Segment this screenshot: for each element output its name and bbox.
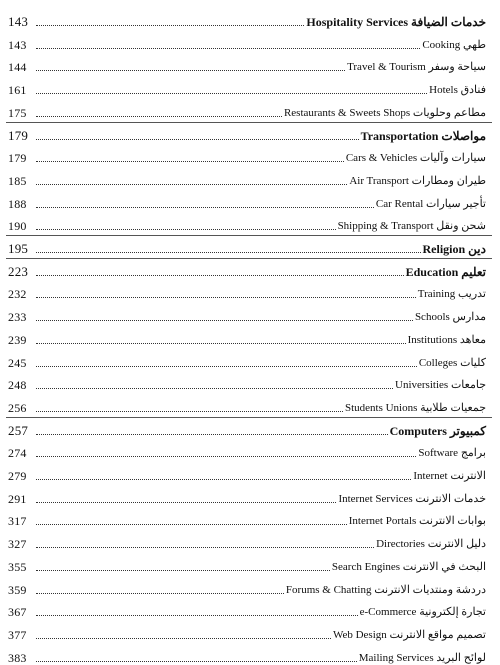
entry-title: سياحة وسفر Travel & Tourism — [347, 61, 486, 74]
entry-title: تجارة إلكترونية e-Commerce — [359, 606, 486, 619]
entry-title: تأجير سيارات Car Rental — [375, 197, 486, 210]
page-number: 359 — [8, 582, 27, 597]
page-number: 248 — [8, 378, 27, 393]
entry-title: دليل الانترنت Directories — [376, 538, 486, 551]
dot-leader — [36, 116, 282, 117]
page-number: 188 — [8, 196, 27, 211]
page-number: 274 — [8, 446, 27, 461]
page-number: 195 — [8, 241, 29, 256]
page-number: 143 — [8, 37, 27, 52]
entry-title: تصميم مواقع الانترنت Web Design — [332, 628, 486, 641]
toc-entry-row — [8, 78, 486, 97]
entry-title: معاهد Institutions — [407, 333, 486, 346]
toc-section-row — [8, 237, 486, 256]
page-number: 377 — [8, 627, 27, 642]
toc-entry-row — [8, 169, 486, 188]
page-number: 239 — [8, 332, 27, 347]
entry-title: فنادق Hotels — [429, 84, 486, 97]
page-number: 179 — [8, 151, 27, 166]
page-number: 327 — [8, 537, 27, 552]
page-number: 185 — [8, 173, 27, 188]
toc-section-row — [8, 124, 486, 143]
section-divider — [6, 417, 492, 418]
page-number: 175 — [8, 105, 27, 120]
page-number: 144 — [8, 60, 27, 75]
section-title: مواصلات Transportation — [360, 128, 486, 143]
page-number: 256 — [8, 400, 27, 415]
section-title: دين Religion — [422, 242, 486, 256]
page-number: 190 — [8, 219, 27, 234]
toc-entry-row — [8, 578, 486, 597]
toc-entry-row — [8, 623, 486, 642]
dot-leader — [36, 93, 427, 94]
dot-leader — [36, 411, 343, 412]
entry-title: جامعات Universities — [395, 379, 486, 392]
entry-title: خدمات الانترنت Internet Services — [338, 492, 486, 505]
dot-leader — [36, 207, 374, 208]
dot-leader — [36, 570, 330, 571]
dot-leader — [36, 275, 404, 276]
dot-leader — [36, 456, 416, 457]
toc-entry-row — [8, 328, 486, 347]
entry-title: دردشة ومنتديات الانترنت Forums & Chatting — [285, 583, 486, 596]
dot-leader — [36, 366, 417, 367]
dot-leader — [36, 70, 345, 71]
page-number: 291 — [8, 491, 27, 506]
dot-leader — [36, 229, 336, 230]
page-number: 232 — [8, 287, 27, 302]
section-divider — [6, 235, 492, 236]
page-number: 233 — [8, 310, 27, 325]
entry-title: مدارس Schools — [414, 311, 486, 324]
dot-leader — [36, 615, 358, 616]
toc-entry-row — [8, 33, 486, 52]
toc-entry-row — [8, 373, 486, 392]
toc-entry-row — [8, 600, 486, 619]
page-number: 367 — [8, 605, 27, 620]
toc-entry-row — [8, 464, 486, 483]
dot-leader — [36, 161, 344, 162]
toc-entry-row — [8, 282, 486, 301]
toc-section-row — [8, 10, 486, 29]
dot-leader — [36, 252, 421, 253]
entry-title: برامج Software — [418, 447, 486, 460]
toc-entry-row — [8, 55, 486, 74]
page-number: 279 — [8, 469, 27, 483]
dot-leader — [36, 638, 331, 639]
dot-leader — [36, 320, 413, 321]
section-divider — [6, 122, 492, 123]
toc-entry-row — [8, 214, 486, 233]
page-number: 245 — [8, 355, 27, 370]
entry-title: مطاعم وحلويات Restaurants & Sweets Shops — [283, 106, 486, 119]
dot-leader — [36, 139, 359, 140]
toc-entry-row — [8, 192, 486, 211]
dot-leader — [36, 524, 347, 525]
page-number: 383 — [8, 650, 27, 665]
toc-section-row — [8, 260, 486, 279]
entry-title: جمعيات طلابية Students Unions — [344, 401, 486, 414]
section-title: كمبيوتر Computers — [389, 423, 486, 438]
toc-entry-row — [8, 396, 486, 415]
toc-entry-row — [8, 646, 486, 665]
toc-entry-row — [8, 509, 486, 528]
entry-title: الانترنت Internet — [413, 470, 486, 482]
dot-leader — [36, 661, 357, 662]
page-number: 257 — [8, 422, 29, 438]
entry-title: كليات Colleges — [418, 356, 486, 369]
entry-title: تدريب Training — [417, 288, 486, 301]
toc-entry-row — [8, 351, 486, 370]
dot-leader — [36, 184, 347, 185]
section-title: خدمات الضيافة Hospitality Services — [306, 15, 486, 29]
toc-entry-row — [8, 146, 486, 165]
entry-title: سيارات وآليات Cars & Vehicles — [345, 152, 486, 165]
page-number: 143 — [8, 14, 29, 29]
page-number: 317 — [8, 514, 27, 529]
entry-title: البحث في الانترنت Search Engines — [331, 560, 486, 573]
dot-leader — [36, 502, 336, 503]
toc-entry-row — [8, 555, 486, 574]
dot-leader — [36, 593, 284, 594]
page-number: 223 — [8, 263, 29, 279]
entry-title: شحن ونقل Shipping & Transport — [337, 220, 486, 233]
dot-leader — [36, 25, 304, 26]
dot-leader — [36, 343, 406, 344]
section-title: تعليم Education — [405, 264, 486, 279]
toc-entry-row — [8, 487, 486, 506]
dot-leader — [36, 479, 411, 480]
toc-entry-row — [8, 441, 486, 460]
page-number: 179 — [8, 127, 29, 143]
dot-leader — [36, 547, 374, 548]
entry-title: لوائح البريد Mailing Services — [358, 651, 486, 664]
section-divider — [6, 258, 492, 259]
toc-entry-row — [8, 532, 486, 551]
toc-entry-row — [8, 101, 486, 120]
page-number: 161 — [8, 83, 27, 98]
entry-title: طيران ومطارات Air Transport — [349, 174, 486, 187]
dot-leader — [36, 297, 416, 298]
toc-section-row — [8, 419, 486, 438]
dot-leader — [36, 434, 388, 435]
toc-entry-row — [8, 305, 486, 324]
dot-leader — [36, 48, 420, 49]
dot-leader — [36, 388, 393, 389]
page-number: 355 — [8, 559, 27, 574]
entry-title: بوابات الانترنت Internet Portals — [348, 515, 486, 528]
entry-title: طهي Cooking — [422, 38, 486, 51]
